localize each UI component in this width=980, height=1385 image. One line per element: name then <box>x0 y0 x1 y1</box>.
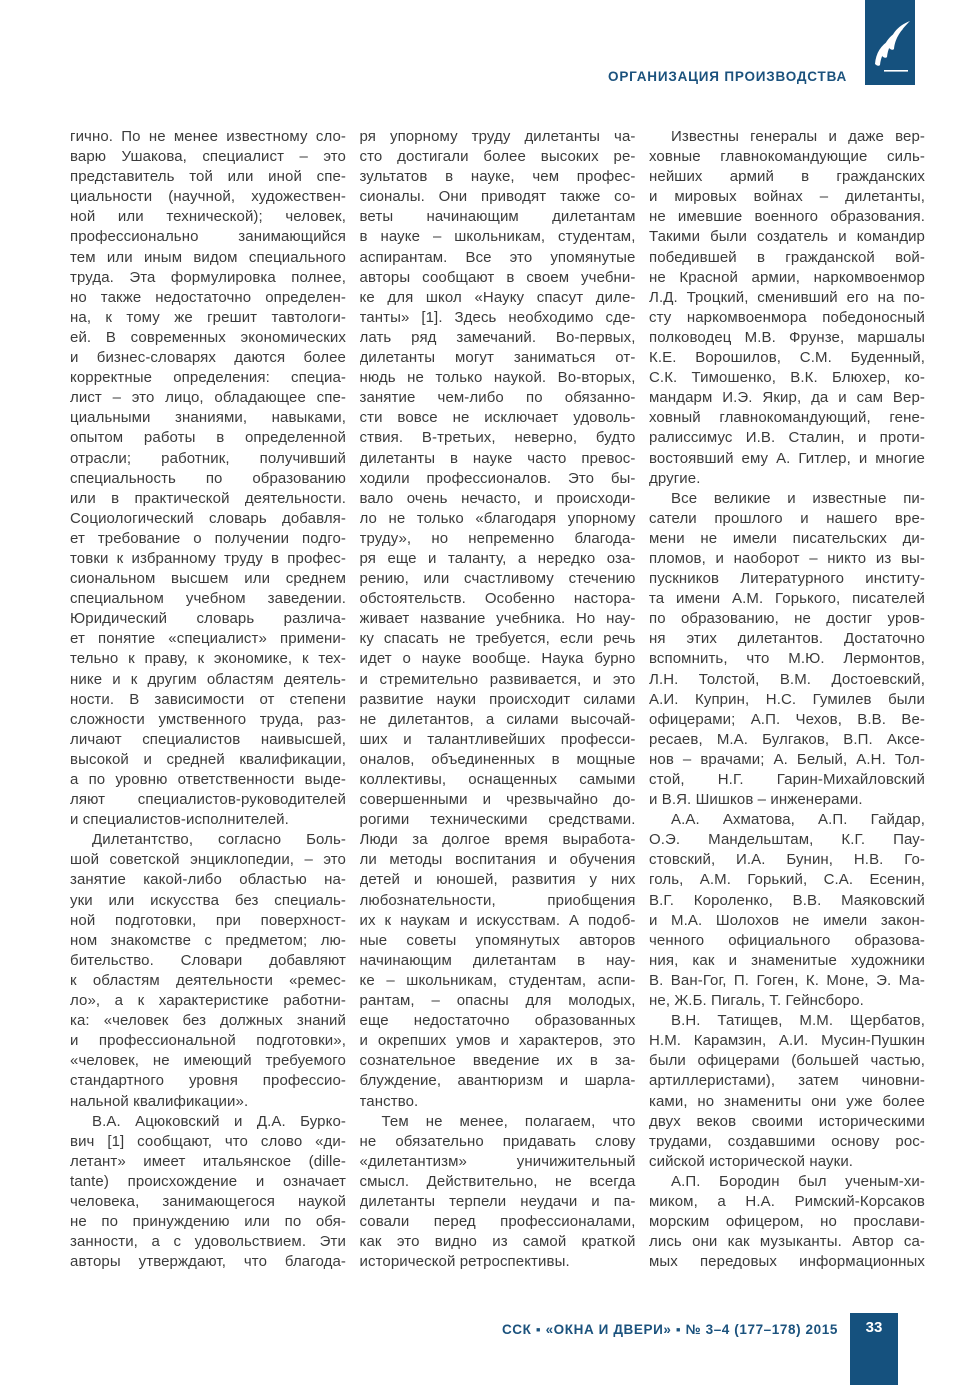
text-line: любознательности, приобщения <box>359 891 636 909</box>
text-line: товки к избранному труду в профес- <box>70 549 346 567</box>
text-line: специальность по образованию <box>70 469 346 487</box>
text-line: вич [1] сообщают, что слово «ди- <box>70 1132 346 1150</box>
text-line: ной или технической); человек, <box>70 208 346 226</box>
text-line: ку спасать не требуется, если речь <box>359 630 636 648</box>
text-line: полководец М.В. Фрунзе, маршалы <box>649 328 925 346</box>
text-line: востоявший ему А. Гитлер, и многие <box>649 449 925 467</box>
text-line: на, к тому же грешит тавтологи- <box>70 308 346 326</box>
text-line: В.А. Ацюковский и Д.А. Бурко- <box>92 1112 346 1130</box>
text-line: веты начинающим дилетантам <box>359 208 636 226</box>
text-line: пускников Литературного институ- <box>649 570 925 588</box>
text-line: занятие чем-либо по обязанно- <box>359 389 636 407</box>
text-line: бительство. Словари добавляют <box>70 951 346 969</box>
text-line: в науке – школьникам, студентам, <box>359 228 636 246</box>
text-line: труду», но непременно благода- <box>359 529 636 547</box>
text-line: Известны генералы и даже вер- <box>671 128 925 145</box>
text-line: уки или искусства без специаль- <box>70 891 346 909</box>
text-line: лать ряд замечаний. Во-первых, <box>359 328 636 346</box>
text-line: человека, занимающегося наукой <box>70 1192 346 1210</box>
article-column-2 <box>360 127 636 1272</box>
text-line: нюдь не только наукой. Во-вторых, <box>359 369 636 387</box>
text-line: их к наукам и искусствам. А подоб- <box>359 911 636 929</box>
text-line: лист – это лицо, обладающее спе- <box>70 389 346 407</box>
text-line: ке – школьникам, студентам, аспи- <box>359 971 636 989</box>
text-line: «человек, не имеющий требуемого <box>70 1052 346 1070</box>
text-line: авторы сообщают в своем учебни- <box>359 268 636 286</box>
text-line: и специалистов-исполнителей. <box>70 811 289 829</box>
text-line: стой, Н.Г. Гарин-Михайловский <box>649 771 925 788</box>
text-line: ной подготовки, при поверхност- <box>70 911 346 929</box>
text-line: авторы утверждают, что благода- <box>70 1253 346 1271</box>
text-line: ния, как и знаменитые художники <box>649 951 925 969</box>
text-line: ходили профессионалов. Это бы- <box>359 469 636 487</box>
text-line: корректные определения: специа- <box>70 369 346 387</box>
text-line: tante) происхождение и означает <box>70 1172 346 1190</box>
text-line: ные советы упомянутых авторов <box>359 931 636 949</box>
text-line: не имевшие военного образования. <box>649 208 925 226</box>
text-line: и мировых войнах – дилетанты, <box>649 188 925 206</box>
text-line: отрасли; работник, получивший <box>70 449 346 467</box>
text-line: ченного официального образова- <box>649 931 925 949</box>
text-line: ке для школ «Науку спасут диле- <box>359 288 636 306</box>
text-line: ресаев, М.А. Булгаков, В.П. Аксе- <box>649 730 925 748</box>
text-line: Л.Д. Троцкий, сменивший его на по- <box>649 288 925 306</box>
text-line: нов – врачами; А. Белый, А.Н. Тол- <box>649 750 925 768</box>
text-line: «дилетантизм» уничижительный <box>359 1152 636 1170</box>
text-line: ли методы воспитания и обучения <box>359 851 636 869</box>
text-line: ня этих дилетантов. Достаточно <box>649 630 925 648</box>
text-line: пломов, и наоборот – никто из вы- <box>649 549 925 567</box>
text-line: сиональном высшем или среднем <box>70 570 346 588</box>
text-line: были офицерами (большей частью, <box>649 1052 925 1070</box>
text-line: рантам, – опасны для молодых, <box>359 992 636 1010</box>
text-line: развитие науки происходит силами <box>359 690 636 708</box>
text-line: А.П. Бородин был ученым-хи- <box>671 1172 925 1190</box>
text-line: оналов, объединенных в мощные <box>359 750 636 768</box>
text-line: и бизнес-словарях даются более <box>70 349 346 367</box>
text-line: мых передовых информационных <box>649 1253 925 1271</box>
text-line: К.Е. Ворошилов, С.М. Буденный, <box>649 349 925 367</box>
text-line: та имени А.М. Горького, писателей <box>649 590 925 608</box>
text-line: зультатов в науке, чем профес- <box>359 168 636 186</box>
text-line: ря еще и таланту, а нередко оза- <box>359 549 636 567</box>
text-line: Такими были создатель и командир <box>649 228 925 246</box>
text-line: морским офицером, но прослави- <box>649 1213 925 1231</box>
text-line: ка: «человек без должных знаний <box>70 1012 346 1030</box>
text-line: нике и к другим областям деятель- <box>70 670 346 688</box>
text-line: миком, а Н.А. Римский-Корсаков <box>649 1192 925 1210</box>
text-line: циальными знаниями, навыками, <box>70 409 346 427</box>
text-line: не по принуждению или по обя- <box>70 1213 346 1231</box>
text-line: ет понятие «специалист» примени- <box>70 630 346 648</box>
text-line: ралиссимус И.В. Сталин, и проти- <box>649 429 925 447</box>
article-column-3 <box>649 127 925 1272</box>
text-line: ками, но знамениты они уже более <box>649 1092 925 1110</box>
text-line: и М.А. Шолохов не имели закон- <box>649 911 925 929</box>
page-number-badge: 33 <box>850 1313 898 1385</box>
text-line: Л.Н. Толстой, В.М. Достоевский, <box>649 670 925 688</box>
text-line: блуждение, авантюризм и шарла- <box>359 1072 636 1090</box>
text-line: Тем не менее, полагаем, что <box>381 1112 636 1130</box>
text-line: занятие какой-либо областью на- <box>70 871 346 889</box>
text-line: идет о науке вообще. Наука бурно <box>359 650 636 668</box>
text-line: офицерами; А.П. Чехов, В.В. Ве- <box>649 710 925 728</box>
text-line: живает название учебника. Но нау- <box>359 610 636 628</box>
text-line: нальной квалификации». <box>70 1092 249 1110</box>
text-line: ствия. В-третьих, неверно, будто <box>359 429 636 447</box>
text-line: смысл. Действительно, не всегда <box>359 1172 636 1190</box>
text-line: Люди за долгое время выработа- <box>359 831 636 849</box>
text-line: сионалы. Они приводят также со- <box>359 188 636 206</box>
text-line: обстоятельств. Особенно настора- <box>359 590 636 608</box>
text-line: сложности умственного труда, раз- <box>70 710 346 728</box>
text-line: ховные главнокомандующие силь- <box>649 148 925 166</box>
text-line: двух веков своими историческими <box>649 1112 925 1130</box>
text-line: дилетанты терпели неудачи и па- <box>359 1192 636 1210</box>
text-line: не обязательно придавать слову <box>359 1132 636 1150</box>
text-line: ности. В зависимости от степени <box>70 690 346 708</box>
text-line: дилетанты в науке часто превос- <box>359 449 636 467</box>
text-line: мени не имели писательских ди- <box>649 529 925 547</box>
text-line: гично. По не менее известному сло- <box>70 128 346 145</box>
text-line: представитель той или иной спе- <box>70 168 346 186</box>
text-line: Н.М. Карамзин, А.И. Мусин-Пушкин <box>649 1032 925 1050</box>
section-title: ОРГАНИЗАЦИЯ ПРОИЗВОДСТВА <box>608 69 847 84</box>
text-line: труда. Эта формулировка полнее, <box>70 268 346 286</box>
text-line: Дилетантство, согласно Боль- <box>92 831 346 849</box>
text-line: совершенными и чрезвычайно до- <box>359 791 636 809</box>
text-line: не дилетантов, а силами высочай- <box>359 710 636 728</box>
text-line: голь, А.М. Горький, С.А. Есенин, <box>649 871 925 889</box>
text-line: Социологический словарь добавля- <box>70 509 346 527</box>
text-line: А.А. Ахматова, А.П. Гайдар, <box>671 811 925 829</box>
text-line: и окрепших умов и характеров, это <box>359 1032 636 1050</box>
text-line: вало очень нечасто, и происходи- <box>359 489 636 507</box>
text-line: ном знакомстве с предметом; лю- <box>70 931 346 949</box>
text-line: не Красной армии, наркомвоенмор <box>649 268 925 286</box>
text-line: совали перед профессионалами, <box>359 1213 636 1231</box>
text-line: аспирантам. Все это упомянутые <box>359 248 636 266</box>
text-line: дилетанты могут заниматься от- <box>359 349 636 367</box>
text-line: стандартного уровня профессио- <box>70 1072 346 1090</box>
text-line: а по уровню ответственности выде- <box>70 771 346 788</box>
text-line: сти вовсе не исключает удоволь- <box>359 409 636 427</box>
text-line: артиллеристами), затем чиновни- <box>649 1072 925 1090</box>
text-line: тем или иным видом специального <box>70 248 346 266</box>
text-line: ло», а к характеристике работни- <box>70 992 346 1010</box>
text-line: стовский, И.А. Бунин, Н.В. Го- <box>649 851 925 869</box>
text-line: танство. <box>359 1092 419 1110</box>
text-line: циальности (научной, художествен- <box>70 188 346 206</box>
text-line: личают специалистов наивысшей, <box>70 730 346 748</box>
text-line: занности, а с удовольствием. Эти <box>70 1233 346 1251</box>
text-line: сатели прошлого и нашего вре- <box>649 509 925 527</box>
text-line: начинающим дилетантам в нау- <box>359 951 636 969</box>
text-line: летант» имеет итальянское (dille- <box>70 1152 346 1170</box>
text-line: опытом работы в определенной <box>70 429 346 447</box>
text-line: и профессиональной подготовки», <box>70 1032 346 1050</box>
text-line: лись они как музыканты. Автор са- <box>649 1233 925 1251</box>
text-line: высокой и средней квалификации, <box>70 750 346 768</box>
text-line: рогими техническими средствами. <box>359 811 636 829</box>
text-line: В.Г. Короленко, В.В. Маяковский <box>649 891 925 909</box>
text-line: сту наркомвоенмора победоносный <box>649 308 925 326</box>
text-line: нейших армий в гражданских <box>649 168 925 186</box>
text-line: вспомнить, что М.Ю. Лермонтов, <box>649 650 925 668</box>
article-column-1 <box>70 127 346 1272</box>
text-line: сто достигали более высоких ре- <box>359 148 636 166</box>
text-line: профессионально занимающийся <box>70 228 346 246</box>
text-line: еще недостаточно образованных <box>359 1012 636 1030</box>
text-line: ховный главнокомандующий, гене- <box>649 409 925 427</box>
article-columns <box>70 127 925 1272</box>
text-line: О.Э. Мандельштам, К.Г. Пау- <box>649 831 925 849</box>
text-line: как это видно из самой краткой <box>359 1233 636 1251</box>
text-line: варю Ушакова, специалист – это <box>70 148 346 166</box>
text-line: и стремительно развивается, и это <box>359 670 636 688</box>
text-line: или в практической деятельности. <box>70 489 346 507</box>
text-line: но также недостаточно определен- <box>70 288 346 306</box>
text-line: танты» [1]. Здесь необходимо сде- <box>359 308 636 326</box>
text-line: сознательное введение их в за- <box>359 1052 636 1070</box>
text-line: коллективы, оснащенных самыми <box>359 771 636 788</box>
text-line: ет требование о получении подго- <box>70 529 346 547</box>
text-line: победившей в гражданской вой- <box>649 248 925 266</box>
text-line: ляют специалистов-руководителей <box>70 791 346 809</box>
text-line: детей и юношей, развития у них <box>359 871 636 889</box>
text-line: сийской исторической науки. <box>649 1152 854 1170</box>
text-line: по образованию, не достиг уров- <box>649 610 925 628</box>
text-line: ря упорному труду дилетанты ча- <box>359 128 636 145</box>
text-line: шой советской энциклопедии, – это <box>70 851 346 869</box>
text-line: ло не только «благодаря упорному <box>359 509 636 527</box>
text-line: А.И. Куприн, Н.С. Гумилев были <box>649 690 925 708</box>
text-line: Юридический словарь различа- <box>70 610 346 628</box>
text-line: исторической ретроспективы. <box>359 1253 570 1271</box>
text-line: В. Ван-Гог, П. Гоген, К. Моне, Э. Ма- <box>649 971 925 989</box>
text-line: мандарм И.Э. Якир, да и сам Вер- <box>649 389 925 407</box>
publisher-logo <box>865 0 915 85</box>
text-line: трудами, создавшими основу рос- <box>649 1132 925 1150</box>
text-line: другие. <box>649 469 701 487</box>
text-line: ших и талантливейших професси- <box>359 730 636 748</box>
journal-footer-line: ССК ▪ «ОКНА И ДВЕРИ» ▪ № 3–4 (177–178) 2015 <box>501 1322 838 1337</box>
text-line: В.Н. Татищев, М.М. Щербатов, <box>671 1012 925 1030</box>
text-line: С.К. Тимошенко, В.К. Блюхер, ко- <box>649 369 925 387</box>
text-line: ей. В современных экономических <box>70 328 346 346</box>
text-line: рению, или счастливому стечению <box>359 570 636 588</box>
text-line: специальном учебном заведении. <box>70 590 346 608</box>
text-line: к областям деятельности «ремес- <box>70 971 346 989</box>
swoosh-logo-icon <box>865 0 915 85</box>
text-line: Все великие и известные пи- <box>671 489 925 507</box>
text-line: не, Ж.Б. Пигаль, Т. Гейнсборо. <box>649 992 864 1010</box>
text-line: тельно к праву, к экономике, к тех- <box>70 650 346 668</box>
text-line: и В.Я. Шишков – инженерами. <box>649 791 863 809</box>
